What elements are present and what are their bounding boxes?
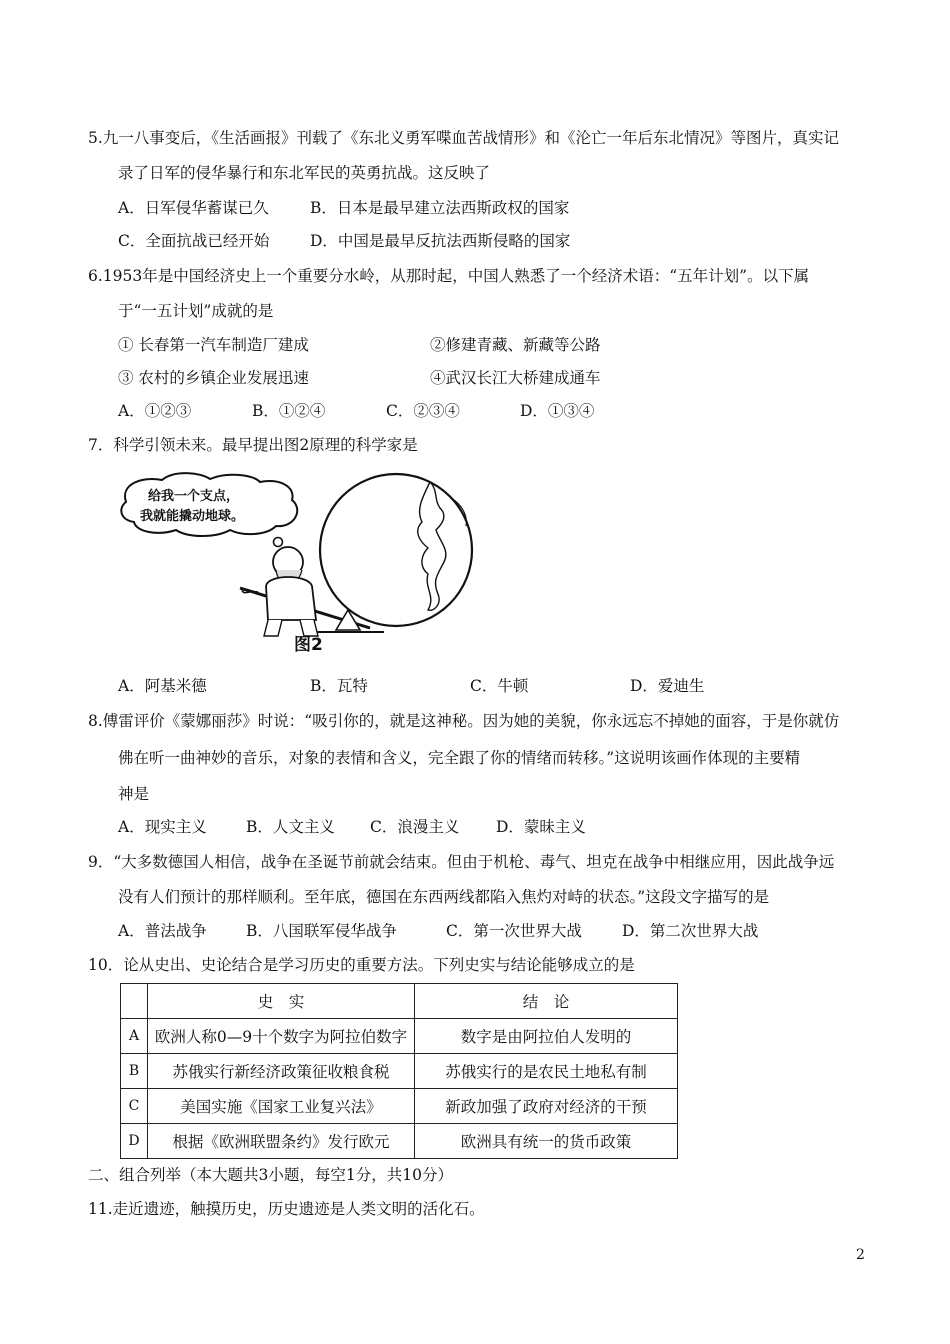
table-row xyxy=(121,1054,678,1089)
q7-option-a: A．阿基米德 xyxy=(118,677,207,695)
bubble-text-line2: 我就能撬动地球。 xyxy=(140,509,245,524)
q8-option-a: A．现实主义 xyxy=(118,818,207,836)
row-conclusion: 欧洲具有统一的货币政策 xyxy=(415,1124,678,1159)
q7-option-d: D．爱迪生 xyxy=(630,677,705,695)
q5-stem-line2: 录了日军的侵华暴行和东北军民的英勇抗战。这反映了 xyxy=(118,164,491,182)
q6-item-1: ① 长春第一汽车制造厂建成 xyxy=(118,336,309,354)
q5-option-c: C．全面抗战已经开始 xyxy=(118,232,270,250)
earth-globe xyxy=(320,474,472,626)
row-conclusion: 新政加强了政府对经济的干预 xyxy=(415,1089,678,1124)
q7-stem-line1: 7．科学引领未来。最早提出图2原理的科学家是 xyxy=(88,436,418,454)
q6-item-3: ③ 农村的乡镇企业发展迅速 xyxy=(118,369,309,387)
q5-stem-line1: 5.九一八事变后，《生活画报》刊载了《东北义勇军喋血苦战情形》和《沦亡一年后东北情况》等图片，真实记 xyxy=(88,129,840,147)
q7-option-c: C．牛顿 xyxy=(470,677,529,695)
q6-option-b: B．①②④ xyxy=(252,402,326,420)
q9-option-b: B．八国联军侵华战争 xyxy=(246,922,397,940)
section-2-title: 二、组合列举（本大题共3小题，每空1分，共10分） xyxy=(88,1166,453,1184)
row-label: C xyxy=(121,1089,148,1124)
lever-illustration xyxy=(118,470,488,660)
figure-caption: 图2 xyxy=(294,635,323,655)
q6-stem-line2: 于“一五计划”成就的是 xyxy=(118,302,274,320)
row-label: A xyxy=(121,1019,148,1054)
table-row xyxy=(121,1019,678,1054)
row-label: D xyxy=(121,1124,148,1159)
table-header-fact: 史 实 xyxy=(148,984,415,1019)
q9-option-d: D．第二次世界大战 xyxy=(622,922,759,940)
row-conclusion: 苏俄实行的是农民土地私有制 xyxy=(415,1054,678,1089)
q9-option-a: A．普法战争 xyxy=(118,922,207,940)
q7-option-b: B．瓦特 xyxy=(310,677,368,695)
table-row xyxy=(121,1124,678,1159)
q8-stem-line2: 佛在听一曲神妙的音乐，对象的表情和含义，完全跟了你的情绪而转移。”这说明该画作体现的主要精 xyxy=(118,749,801,767)
row-fact: 苏俄实行新经济政策征收粮食税 xyxy=(148,1054,415,1089)
q9-stem-line1: 9．“大多数德国人相信，战争在圣诞节前就会结束。但由于机枪、毒气、坦克在战争中相继应用，因此战争远 xyxy=(88,853,835,871)
q10-stem-line1: 10．论从史出、史论结合是学习历史的重要方法。下列史实与结论能够成立的是 xyxy=(88,956,635,974)
q9-option-c: C．第一次世界大战 xyxy=(446,922,582,940)
q6-option-c: C．②③④ xyxy=(386,402,460,420)
table-header-row xyxy=(121,984,678,1019)
table-header-conclusion: 结 论 xyxy=(415,984,678,1019)
speech-bubble xyxy=(121,473,297,536)
table-row xyxy=(121,1089,678,1124)
q5-option-b: B．日本是最早建立法西斯政权的国家 xyxy=(310,199,570,217)
fact-conclusion-table xyxy=(120,983,678,1159)
bubble-text-line1: 给我一个支点， xyxy=(148,489,240,504)
q8-option-d: D．蒙昧主义 xyxy=(496,818,586,836)
q9-stem-line2: 没有人们预计的那样顺利。至年底，德国在东西两线都陷入焦灼对峙的状态。”这段文字描写的是 xyxy=(118,888,770,906)
row-fact: 欧洲人称0—9十个数字为阿拉伯数字 xyxy=(148,1019,415,1054)
table-header-blank xyxy=(121,984,148,1019)
q6-option-a: A．①②③ xyxy=(118,402,192,420)
q11-stem-line1: 11.走近遗迹，触摸历史，历史遗迹是人类文明的活化石。 xyxy=(88,1200,485,1218)
q6-stem-line1: 6.1953年是中国经济史上一个重要分水岭，从那时起，中国人熟悉了一个经济术语：“五年计划”。以下属 xyxy=(88,267,810,285)
row-label: B xyxy=(121,1054,148,1089)
q8-option-b: B．人文主义 xyxy=(246,818,335,836)
q6-item-4: ④武汉长江大桥建成通车 xyxy=(430,369,601,387)
q8-stem-line1: 8.傅雷评价《蒙娜丽莎》时说：“吸引你的，就是这神秘。因为她的美貌，你永远忘不掉她的面容，于是你就仿 xyxy=(88,712,840,730)
row-fact: 根据《欧洲联盟条约》发行欧元 xyxy=(148,1124,415,1159)
q8-option-c: C．浪漫主义 xyxy=(370,818,460,836)
row-fact: 美国实施《国家工业复兴法》 xyxy=(148,1089,415,1124)
q5-option-d: D．中国是最早反抗法西斯侵略的国家 xyxy=(310,232,571,250)
page-number: 2 xyxy=(856,1247,865,1263)
q6-item-2: ②修建青藏、新藏等公路 xyxy=(430,336,601,354)
q5-option-a: A．日军侵华蓄谋已久 xyxy=(118,199,269,217)
q8-stem-line3: 神是 xyxy=(118,785,150,803)
archimedes-lever-figure xyxy=(118,470,488,660)
row-conclusion: 数字是由阿拉伯人发明的 xyxy=(415,1019,678,1054)
q6-option-d: D．①③④ xyxy=(520,402,595,420)
